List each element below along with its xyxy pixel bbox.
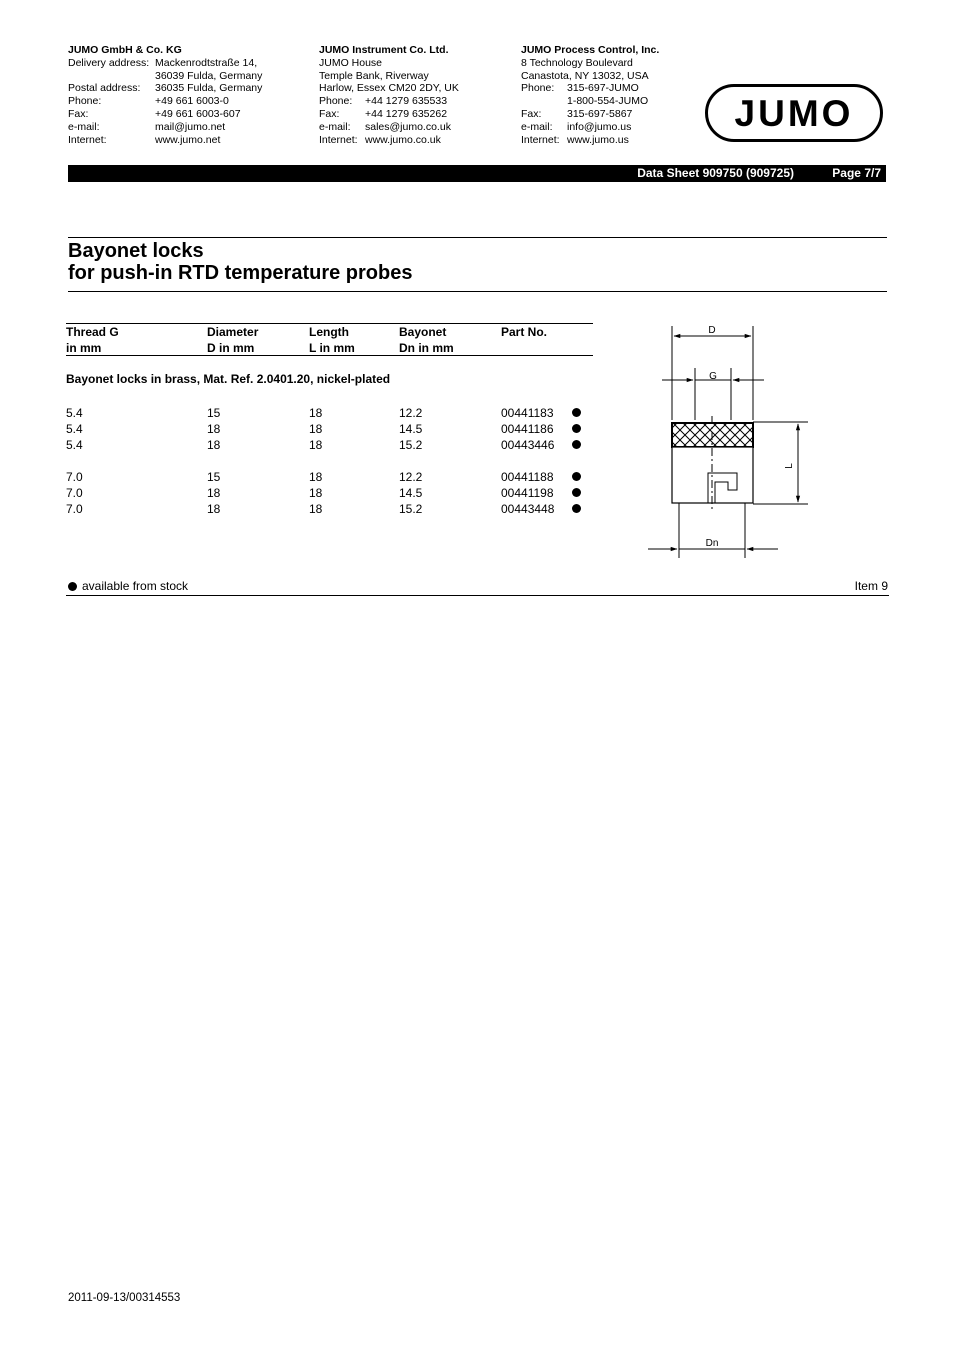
- table-cell-length: 18: [309, 502, 323, 516]
- column-header-line: Thread G: [66, 325, 119, 339]
- table-cell-thread: 7.0: [66, 502, 83, 516]
- address-value: +49 661 6003-0: [155, 95, 229, 108]
- address-value: 1-800-554-JUMO: [567, 95, 649, 108]
- address-key: Phone:: [319, 95, 353, 108]
- column-header-line: Diameter: [207, 325, 259, 339]
- stock-bullet-icon: [572, 424, 581, 433]
- table-cell-part: 00441188: [501, 470, 554, 484]
- address-row: [68, 70, 308, 83]
- address-row: [521, 95, 701, 108]
- address-row: [319, 134, 519, 147]
- address-key: e-mail:: [319, 120, 351, 133]
- address-value: Mackenrodtstraße 14,: [155, 56, 258, 69]
- table-cell-thread: 5.4: [66, 406, 83, 420]
- table-cell-bayonet: 15.2: [399, 438, 423, 452]
- address-key: Fax:: [319, 107, 340, 120]
- title-top-rule: [68, 237, 887, 238]
- address-value: 36035 Fulda, Germany: [155, 82, 263, 95]
- address-rows: [521, 82, 701, 146]
- table-cell-part: 00441198: [501, 486, 554, 500]
- document-code: 2011-09-13/00314553: [68, 1292, 181, 1304]
- address-row: [521, 121, 701, 134]
- table-cell-part: 00441183: [501, 406, 554, 420]
- table-cell-thread: 5.4: [66, 422, 83, 436]
- d-label: D: [708, 325, 716, 336]
- page-title: [68, 240, 412, 284]
- address-row: [68, 108, 308, 121]
- stock-bullet-icon: [572, 488, 581, 497]
- title-bottom-rule: [68, 291, 887, 292]
- address-row: [68, 95, 308, 108]
- address-row: [319, 121, 519, 134]
- table-cell-bayonet: 14.5: [399, 486, 423, 500]
- logo-text: JUMO: [734, 93, 854, 134]
- table-cell-diameter: 18: [207, 438, 221, 452]
- stock-bullet-icon: [572, 440, 581, 449]
- address-value: +44 1279 635533: [365, 95, 448, 108]
- table-cell-diameter: 18: [207, 486, 221, 500]
- table-cell-length: 18: [309, 438, 323, 452]
- table-cell-length: 18: [309, 470, 323, 484]
- stock-bullet-icon: [572, 504, 581, 513]
- column-header-diameter: [207, 324, 258, 356]
- footnote-rule: [66, 595, 889, 596]
- address-rows: [68, 57, 308, 147]
- jumo-logo: [705, 84, 883, 142]
- address-key: Internet:: [68, 133, 107, 146]
- table-cell-part: 00443448: [501, 502, 555, 516]
- column-header-line: Length: [309, 325, 349, 339]
- company-name: JUMO Process Control, Inc.: [521, 44, 660, 56]
- address-value: mail@jumo.net: [155, 120, 226, 133]
- company-address-uk: [319, 44, 519, 146]
- l-label: L: [784, 463, 795, 469]
- table-header-rule: [66, 355, 593, 356]
- column-header-line: Bayonet: [399, 325, 447, 339]
- company-address-germany: [68, 44, 308, 146]
- table-cell-diameter: 15: [207, 470, 221, 484]
- address-line: Harlow, Essex CM20 2DY, UK: [319, 82, 459, 95]
- address-row: [68, 82, 308, 95]
- address-key: Phone:: [521, 82, 555, 95]
- address-line: JUMO House: [319, 56, 383, 69]
- table-cell-part: 00441186: [501, 422, 554, 436]
- table-cell-part: 00443446: [501, 438, 555, 452]
- address-key: Fax:: [521, 107, 542, 120]
- column-header-unit: in mm: [66, 341, 102, 355]
- address-key: Internet:: [319, 133, 358, 146]
- company-name: JUMO Instrument Co. Ltd.: [319, 44, 449, 56]
- address-value: www.jumo.co.uk: [365, 133, 441, 146]
- datasheet-number: Data Sheet 909750 (909725): [637, 166, 794, 180]
- address-row: [68, 57, 308, 70]
- address-row: [521, 82, 701, 95]
- address-value: +44 1279 635262: [365, 107, 448, 120]
- address-value: 36039 Fulda, Germany: [155, 69, 263, 82]
- column-header-line: Part No.: [501, 325, 548, 339]
- table-cell-length: 18: [309, 406, 323, 420]
- stock-bullet-icon: [572, 408, 581, 417]
- bayonet-lock-drawing: [640, 320, 820, 565]
- column-header-length: [309, 324, 355, 356]
- column-header-thread: [66, 324, 119, 356]
- address-value: info@jumo.us: [567, 120, 632, 133]
- address-key: Postal address:: [68, 82, 141, 95]
- title-line-1: Bayonet locks: [68, 240, 204, 262]
- table-cell-thread: 5.4: [66, 438, 83, 452]
- address-key: e-mail:: [68, 120, 100, 133]
- table-cell-thread: 7.0: [66, 470, 83, 484]
- column-header-unit: Dn in mm: [399, 341, 454, 355]
- table-cell-bayonet: 12.2: [399, 470, 423, 484]
- address-key: Internet:: [521, 133, 560, 146]
- table-cell-diameter: 18: [207, 502, 221, 516]
- address-key: Delivery address:: [68, 56, 150, 69]
- table-cell-diameter: 15: [207, 406, 221, 420]
- address-value: 315-697-5867: [567, 107, 633, 120]
- address-line: Temple Bank, Riverway: [319, 69, 429, 82]
- table-section-heading: Bayonet locks in brass, Mat. Ref. 2.0401.20, nickel-plated: [66, 372, 391, 386]
- dn-label: Dn: [705, 538, 719, 549]
- table-cell-thread: 7.0: [66, 486, 83, 500]
- table-cell-length: 18: [309, 486, 323, 500]
- company-name: JUMO GmbH & Co. KG: [68, 44, 182, 56]
- table-cell-bayonet: 12.2: [399, 406, 423, 420]
- address-key: e-mail:: [521, 120, 553, 133]
- column-header-bayonet: [399, 324, 454, 356]
- stock-legend-text: available from stock: [82, 579, 189, 593]
- address-value: www.jumo.us: [567, 133, 629, 146]
- stock-bullet-icon: [68, 582, 77, 591]
- address-row: [68, 121, 308, 134]
- address-row: [319, 95, 519, 108]
- address-line: Canastota, NY 13032, USA: [521, 69, 649, 82]
- item-number: Item 9: [854, 579, 888, 593]
- table-cell-diameter: 18: [207, 422, 221, 436]
- column-header-unit: L in mm: [309, 341, 355, 355]
- table-cell-length: 18: [309, 422, 323, 436]
- company-address-usa: [521, 44, 701, 146]
- address-value: sales@jumo.co.uk: [365, 120, 451, 133]
- address-row: [68, 134, 308, 147]
- address-value: +49 661 6003-607: [155, 107, 241, 120]
- address-line: 8 Technology Boulevard: [521, 56, 633, 69]
- table-cell-bayonet: 14.5: [399, 422, 423, 436]
- address-value: 315-697-JUMO: [567, 82, 639, 95]
- address-key: [521, 95, 567, 108]
- address-value: www.jumo.net: [155, 133, 221, 146]
- address-key: Fax:: [68, 107, 89, 120]
- g-label: G: [709, 371, 717, 382]
- stock-bullet-icon: [572, 472, 581, 481]
- address-rows: [319, 95, 519, 146]
- column-header-part-no: [501, 324, 547, 340]
- address-row: [521, 108, 701, 121]
- title-line-2: for push-in RTD temperature probes: [68, 262, 413, 284]
- page-number: Page 7/7: [832, 166, 881, 180]
- address-row: [521, 134, 701, 147]
- address-key: Phone:: [68, 95, 102, 108]
- datasheet-header-bar: [68, 165, 886, 182]
- column-header-unit: D in mm: [207, 341, 255, 355]
- address-row: [319, 108, 519, 121]
- table-cell-bayonet: 15.2: [399, 502, 423, 516]
- address-key: [68, 70, 155, 83]
